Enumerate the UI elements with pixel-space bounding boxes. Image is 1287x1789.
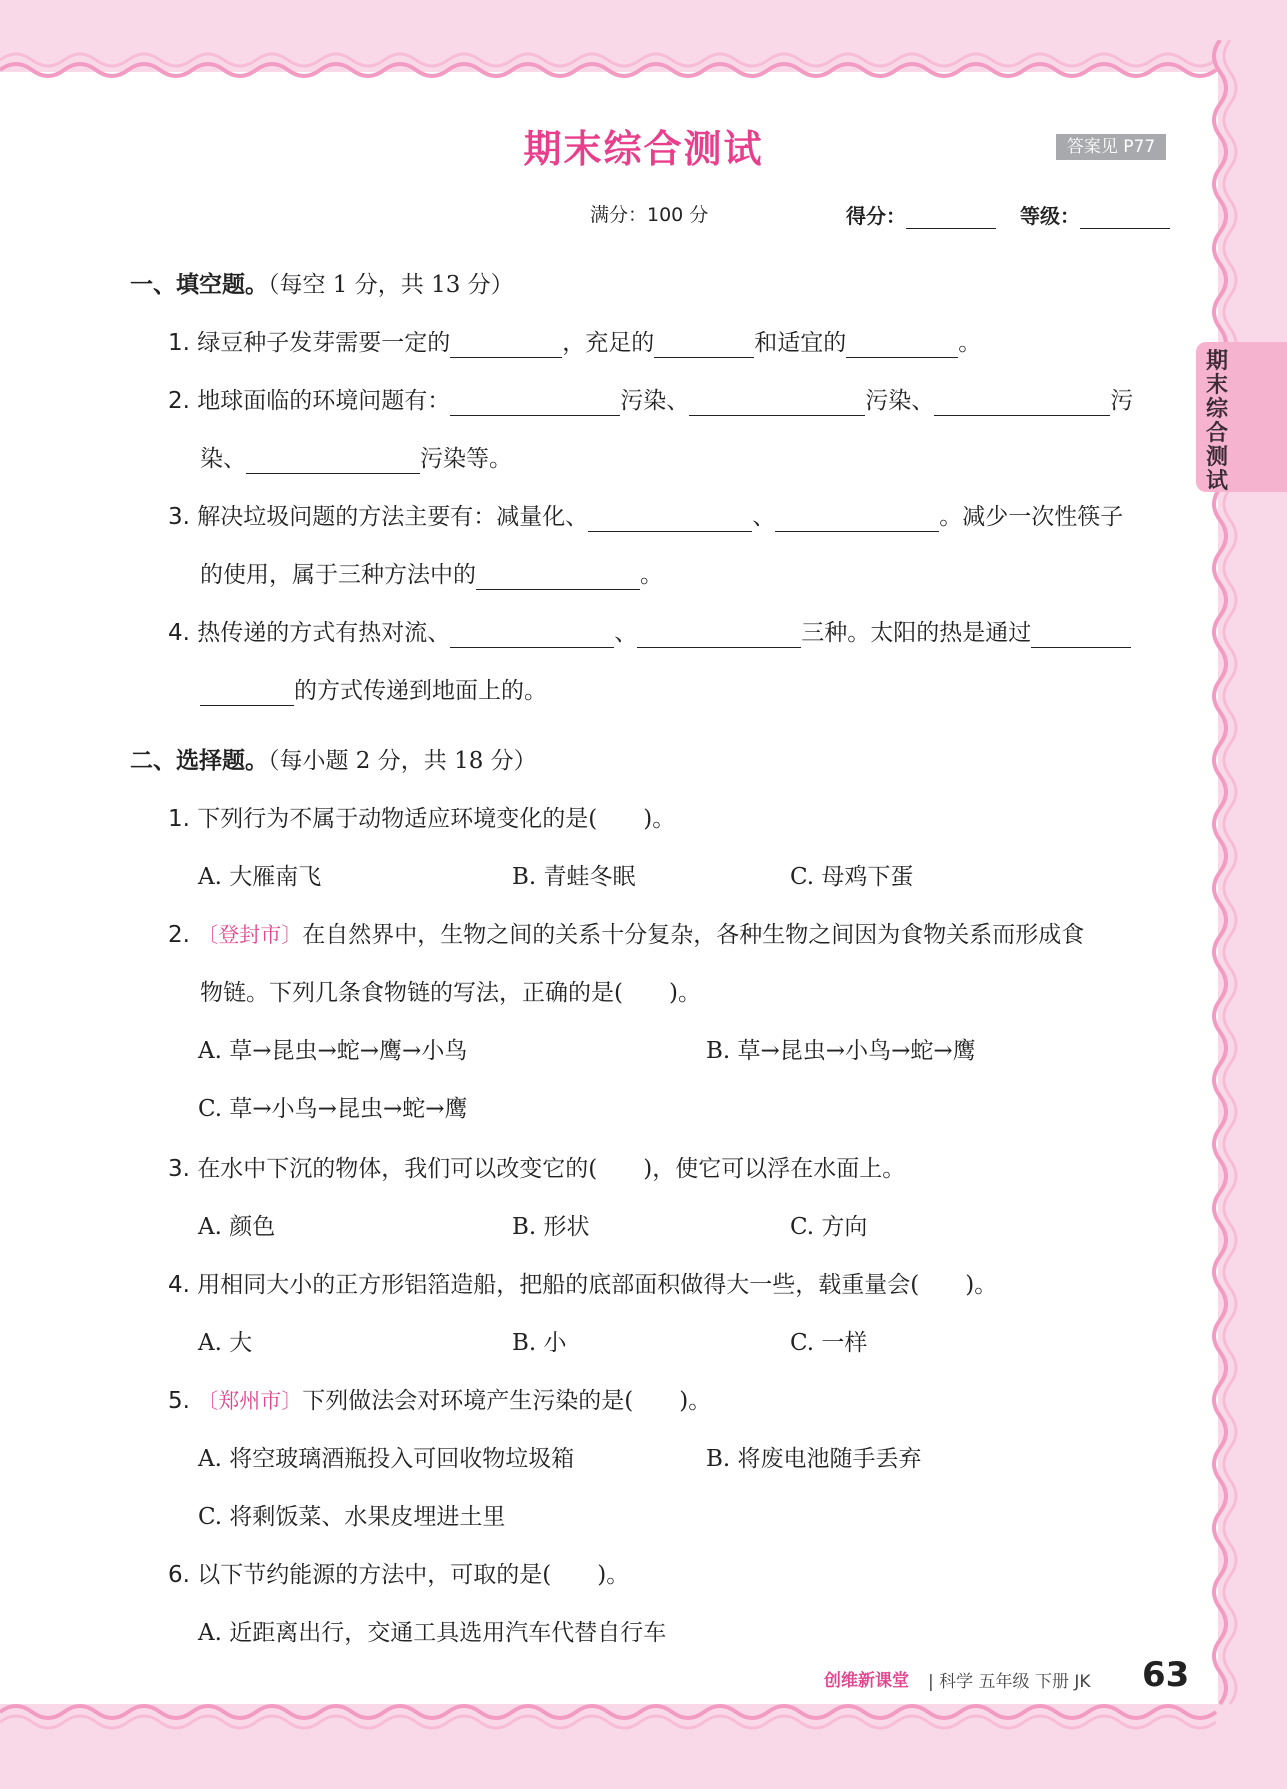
section-heading-fill-blank — [130, 270, 514, 300]
answer-blank — [654, 333, 754, 358]
page-title: 期末综合测试 — [523, 127, 764, 171]
question-text: 。 — [640, 562, 663, 588]
section-title: 二、选择题。 — [130, 748, 268, 774]
region-tag: 〔郑州市〕 — [197, 1389, 303, 1413]
option-c: C. 方向 — [790, 1214, 868, 1240]
question-1-3-cont — [200, 560, 663, 590]
question-number: 2. — [168, 922, 190, 948]
question-number: 2. — [168, 388, 190, 414]
answer-blank — [588, 507, 752, 532]
option-a: A. 大 — [198, 1330, 253, 1356]
option-b: B. 形状 — [512, 1214, 590, 1240]
score-field — [846, 200, 996, 229]
question-text: 下列行为不属于动物适应环境变化的是( )。 — [197, 806, 676, 832]
answer-blank — [689, 391, 865, 416]
question-text: 污染等。 — [420, 446, 512, 472]
page-number: 63 — [1142, 1655, 1190, 1695]
question-1-4-cont — [200, 676, 547, 706]
option-b: B. 将废电池随手丢弃 — [706, 1446, 922, 1472]
footer-brand: 创维新课堂 — [824, 1671, 909, 1691]
question-text: 。减少一次性筷子 — [939, 504, 1124, 530]
question-number: 1. — [168, 806, 190, 832]
question-number: 3. — [168, 504, 190, 530]
question-number: 1. — [168, 330, 190, 356]
question-2-6 — [168, 1560, 629, 1590]
grade-label: 等级： — [1020, 204, 1080, 228]
answer-blank — [200, 681, 294, 706]
grade-blank — [1080, 206, 1170, 229]
answer-blank — [1031, 623, 1131, 648]
question-text: 污 — [1110, 388, 1134, 414]
question-text: 地球面临的环境问题有： — [197, 388, 451, 414]
question-text: 解决垃圾问题的方法主要有：减量化、 — [197, 504, 589, 530]
question-2-5 — [168, 1386, 711, 1416]
grade-field — [1020, 200, 1170, 229]
section-note: （每小题 2 分，共 18 分） — [268, 748, 537, 774]
question-text: 污染、 — [620, 388, 690, 414]
wave-border-top — [0, 40, 1287, 90]
question-1-2-cont — [200, 444, 512, 474]
option-a: A. 近距离出行，交通工具选用汽车代替自行车 — [198, 1620, 667, 1646]
score-blank — [906, 206, 996, 229]
question-text: 热传递的方式有热对流、 — [197, 620, 451, 646]
answer-blank — [476, 565, 640, 590]
question-text: 和适宜的 — [754, 330, 847, 356]
question-1-3 — [168, 502, 1123, 532]
answer-blank — [450, 623, 614, 648]
option-a: A. 将空玻璃酒瓶投入可回收物垃圾箱 — [198, 1446, 575, 1472]
option-a: A. 大雁南飞 — [198, 864, 322, 890]
question-text: 以下节约能源的方法中，可取的是( )。 — [197, 1562, 630, 1588]
question-text: 、 — [614, 620, 638, 646]
question-text: 污染、 — [865, 388, 935, 414]
footer-info: | 科学 五年级 下册 JK — [928, 1672, 1091, 1692]
question-1-1 — [168, 328, 981, 358]
question-1-2 — [168, 386, 1133, 416]
section-title: 一、填空题。 — [130, 272, 268, 298]
section-note: （每空 1 分，共 13 分） — [268, 272, 514, 298]
answer-reference-badge: 答案见 P77 — [1056, 134, 1166, 160]
question-text: 的使用，属于三种方法中的 — [200, 562, 476, 588]
question-text: 、 — [752, 504, 776, 530]
question-1-4 — [168, 618, 1131, 648]
option-a: A. 颜色 — [198, 1214, 276, 1240]
question-number: 4. — [168, 620, 190, 646]
wave-border-right — [1200, 40, 1250, 1740]
question-text: 在水中下沉的物体，我们可以改变它的( )，使它可以浮在水面上。 — [197, 1156, 906, 1182]
wave-border-bottom — [0, 1692, 1287, 1742]
question-text: 在自然界中，生物之间的关系十分复杂，各种生物之间因为食物关系而形成食 — [302, 922, 1085, 948]
question-text: 下列做法会对环境产生污染的是( )。 — [302, 1388, 712, 1414]
region-tag: 〔登封市〕 — [197, 923, 303, 947]
question-text: 染、 — [200, 446, 246, 472]
question-number: 5. — [168, 1388, 190, 1414]
question-2-3 — [168, 1154, 905, 1184]
question-text: ，充足的 — [562, 330, 655, 356]
question-number: 6. — [168, 1562, 190, 1588]
answer-blank — [450, 391, 620, 416]
question-2-1 — [168, 804, 675, 834]
question-text: 绿豆种子发芽需要一定的 — [197, 330, 451, 356]
question-number: 3. — [168, 1156, 190, 1182]
question-2-2 — [168, 920, 1084, 950]
side-tab-label: 期末综合测试 — [1205, 349, 1228, 494]
answer-blank — [450, 333, 562, 358]
question-2-2-cont: 物链。下列几条食物链的写法，正确的是( )。 — [200, 980, 701, 1006]
option-c: C. 草→小鸟→昆虫→蛇→鹰 — [198, 1096, 468, 1122]
option-a: A. 草→昆虫→蛇→鹰→小鸟 — [198, 1038, 468, 1064]
question-text: 三种。太阳的热是通过 — [801, 620, 1032, 646]
answer-blank — [775, 507, 939, 532]
option-c: C. 一样 — [790, 1330, 868, 1356]
option-b: B. 草→昆虫→小鸟→蛇→鹰 — [706, 1038, 976, 1064]
answer-blank — [246, 449, 420, 474]
option-b: B. 小 — [512, 1330, 567, 1356]
option-b: B. 青蛙冬眠 — [512, 864, 636, 890]
question-number: 4. — [168, 1272, 190, 1298]
answer-blank — [637, 623, 801, 648]
answer-blank — [846, 333, 958, 358]
section-heading-multiple-choice — [130, 746, 537, 776]
question-text: 用相同大小的正方形铝箔造船，把船的底部面积做得大一些，载重量会( )。 — [197, 1272, 998, 1298]
question-text: 的方式传递到地面上的。 — [294, 678, 547, 704]
score-label: 得分： — [846, 204, 906, 228]
full-score-label: 满分：100 分 — [590, 204, 709, 226]
question-2-4 — [168, 1270, 997, 1300]
option-c: C. 母鸡下蛋 — [790, 864, 914, 890]
question-text: 。 — [958, 330, 982, 356]
option-c: C. 将剩饭菜、水果皮埋进土里 — [198, 1504, 506, 1530]
answer-blank — [934, 391, 1110, 416]
